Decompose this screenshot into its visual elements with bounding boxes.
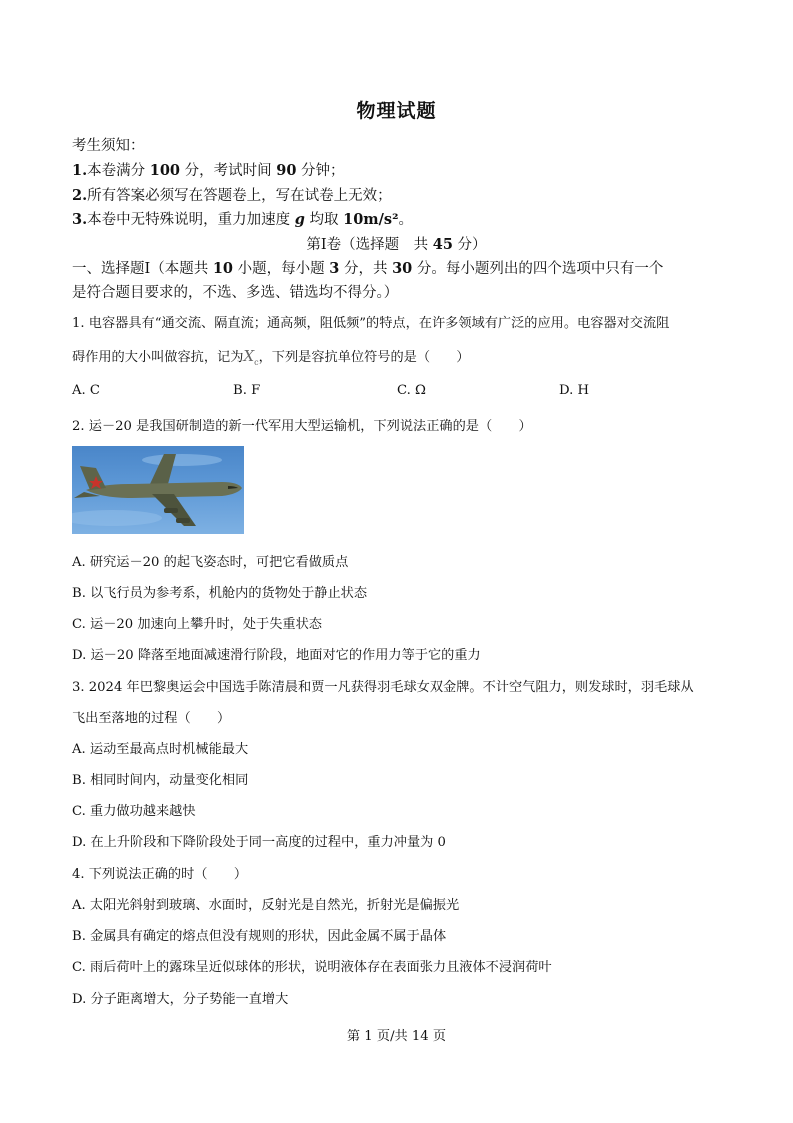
capacitive-reactance-symbol: $X_c$ — [243, 347, 259, 367]
q4-stem: 4. 下列说法正确的时（ ） — [72, 867, 248, 882]
transport-plane-icon — [72, 446, 244, 534]
section-instruction-line2: 是符合题目要求的，不选、多选、错选均不得分。） — [72, 285, 399, 301]
q2-option-c: C. 运－20 加速向上攀升时，处于失重状态 — [72, 617, 322, 632]
q3-option-b: B. 相同时间内，动量变化相同 — [72, 773, 249, 788]
page-footer: 第 1 页/共 14 页 — [346, 1029, 447, 1044]
q4-option-b: B. 金属具有确定的熔点但没有规则的形状，因此金属不属于晶体 — [72, 929, 447, 944]
notice-heading: 考生须知： — [72, 138, 145, 154]
q2-option-d: D. 运－20 降落至地面减速滑行阶段，地面对它的作用力等于它的重力 — [72, 648, 481, 663]
q1-option-c: C. Ω — [397, 383, 426, 398]
q3-option-d: D. 在上升阶段和下降阶段处于同一高度的过程中，重力冲量为 0 — [72, 835, 446, 850]
section-header: 第Ⅰ卷（选择题 共 45 分） — [306, 236, 487, 253]
q4-option-a: A. 太阳光斜射到玻璃、水面时，反射光是自然光，折射光是偏振光 — [72, 898, 460, 913]
notice-item-1: 1.本卷满分 100 分，考试时间 90 分钟； — [72, 162, 345, 179]
q3-option-c: C. 重力做功越来越快 — [72, 804, 196, 819]
q3-option-a: A. 运动至最高点时机械能最大 — [72, 742, 249, 757]
notice-item-2: 2.所有答案必须写在答题卷上，写在试卷上无效； — [72, 187, 392, 204]
q1-option-a: A. C — [72, 383, 100, 398]
q1-option-b: B. F — [233, 383, 261, 398]
q2-stem: 2. 运－20 是我国研制造的新一代军用大型运输机，下列说法正确的是（ ） — [72, 419, 532, 434]
q4-option-d: D. 分子距离增大，分子势能一直增大 — [72, 992, 289, 1007]
q1-option-d: D. H — [559, 383, 589, 398]
y20-aircraft-photo — [72, 446, 244, 534]
q2-option-b: B. 以飞行员为参考系，机舱内的货物处于静止状态 — [72, 586, 368, 601]
q1-stem-line2: 碍作用的大小叫做容抗，记为$X_c$，下列是容抗单位符号的是（ ） — [72, 347, 470, 367]
q4-option-c: C. 雨后荷叶上的露珠呈近似球体的形状，说明液体存在表面张力且液体不浸润荷叶 — [72, 960, 552, 975]
q3-stem-line1: 3. 2024 年巴黎奥运会中国选手陈清晨和贾一凡获得羽毛球女双金牌。不计空气阻力，则发球时，羽毛球从 — [72, 680, 694, 695]
notice-item-3: 3.本卷中无特殊说明，重力加速度 g 均取 10m/s²。 — [72, 211, 413, 228]
section-instruction-line1: 一、选择题Ⅰ（本题共 10 小题，每小题 3 分，共 30 分。每小题列出的四个选项中只有一个 — [72, 260, 664, 277]
q1-stem-line1: 1. 电容器具有“通交流、隔直流；通高频，阻低频”的特点，在许多领域有广泛的应用。电容器对交流阻 — [72, 316, 670, 331]
page-title: 物理试题 — [356, 100, 437, 122]
q3-stem-line2: 飞出至落地的过程（ ） — [72, 711, 231, 726]
q2-option-a: A. 研究运－20 的起飞姿态时，可把它看做质点 — [72, 555, 349, 570]
